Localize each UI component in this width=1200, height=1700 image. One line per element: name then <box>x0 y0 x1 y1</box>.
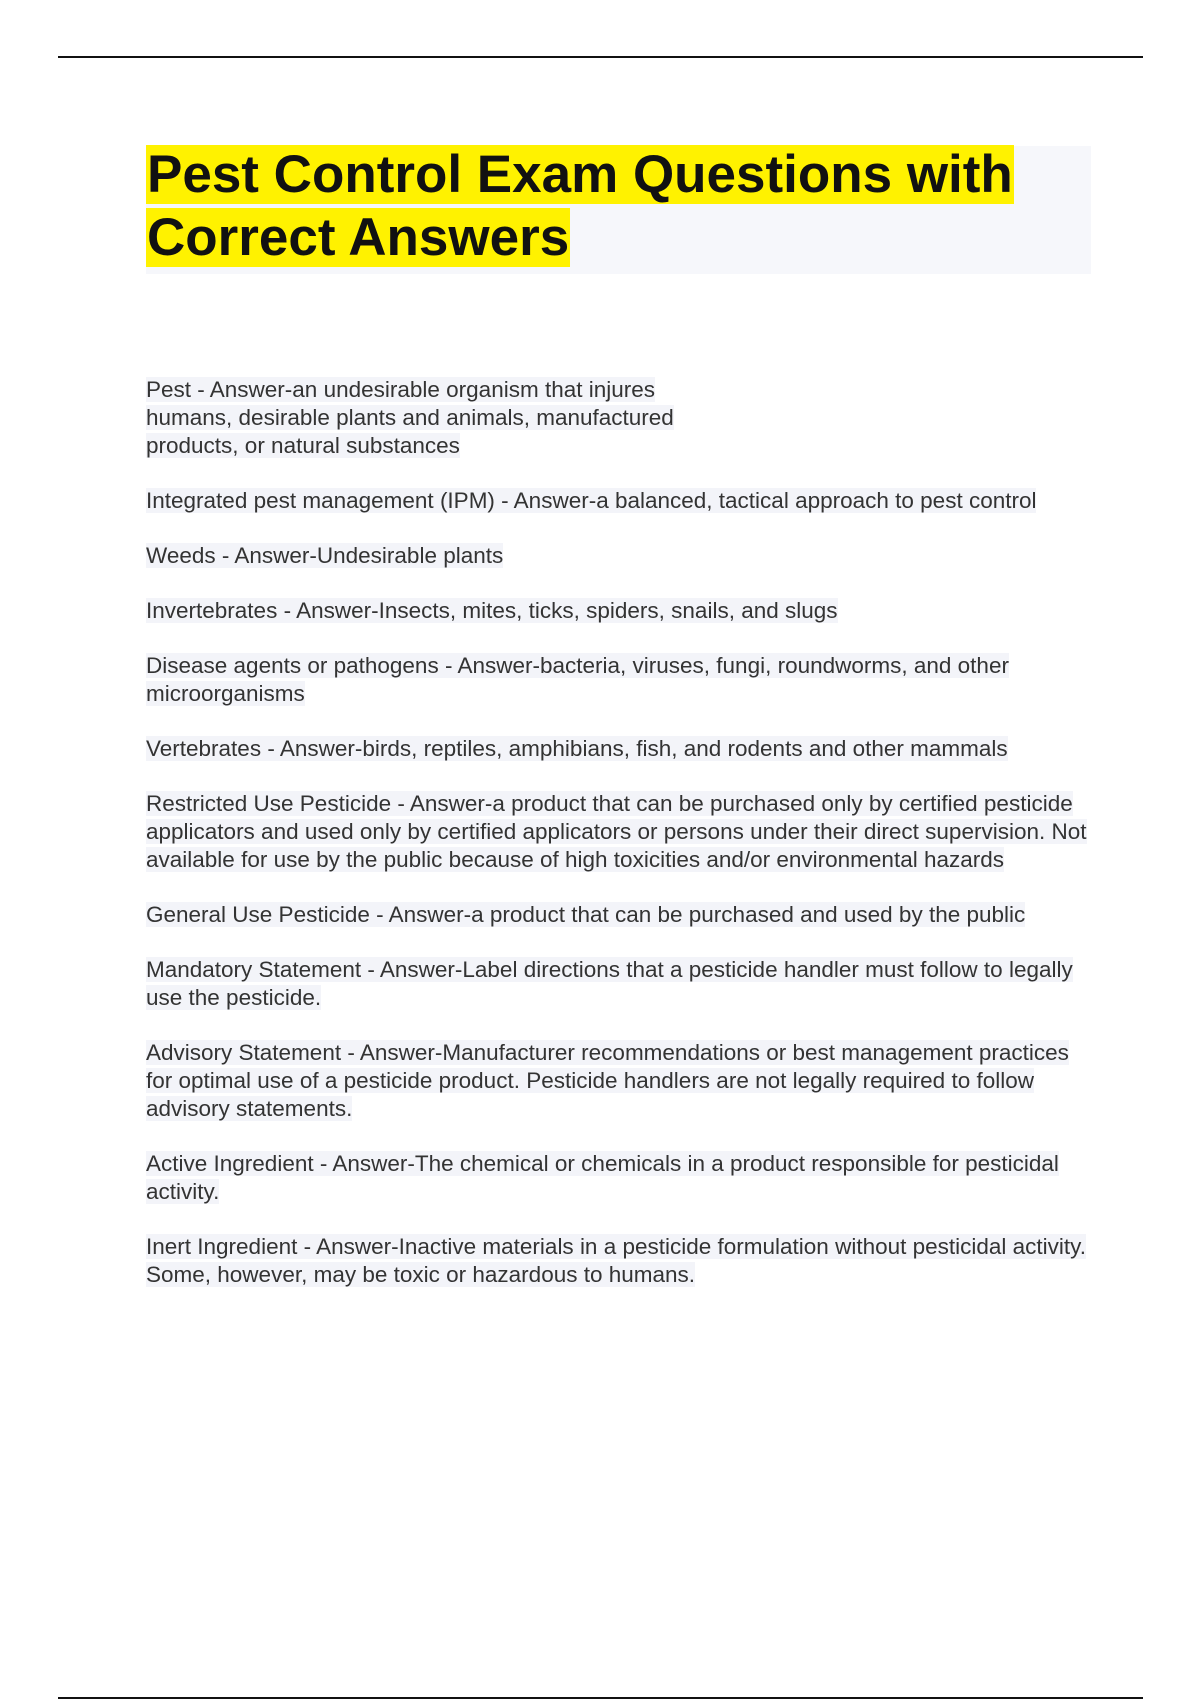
qa-item-invertebrates <box>146 597 1091 625</box>
qa-item-advisory-statement <box>146 1039 1091 1123</box>
qa-item-inert-ingredient <box>146 1233 1091 1289</box>
qa-item-text: Invertebrates - Answer-Insects, mites, ticks, spiders, snails, and slugs <box>146 598 838 623</box>
qa-item-text: General Use Pesticide - Answer-a product that can be purchased and used by the public <box>146 902 1026 927</box>
qa-item-text: Integrated pest management (IPM) - Answer-a balanced, tactical approach to pest control <box>146 488 1037 513</box>
qa-item-text: Advisory Statement - Answer-Manufacturer recommendations or best management practices for optimal use of a pesticide product. Pesticide handlers are not legally required to follow advisory statements. <box>146 1040 1069 1121</box>
qa-item-pest <box>146 376 706 460</box>
qa-item-pathogens <box>146 652 1091 708</box>
top-rule <box>58 56 1143 58</box>
qa-item-general-use <box>146 901 1091 929</box>
qa-item-text: Vertebrates - Answer-birds, reptiles, amphibians, fish, and rodents and other mammals <box>146 736 1008 761</box>
qa-item-restricted-use <box>146 790 1091 874</box>
qa-item-text: Restricted Use Pesticide - Answer-a product that can be purchased only by certified pesticide applicators and used only by certified applicators or persons under their direct supervision. Not available for use by the public because of high toxicities and/or environmental hazards <box>146 791 1087 872</box>
qa-item-text: Pest - Answer-an undesirable organism that injures humans, desirable plants and animals, manufactured products, or natural substances <box>146 377 674 458</box>
document-title <box>146 143 1086 269</box>
bottom-rule <box>58 1697 1143 1699</box>
qa-item-active-ingredient <box>146 1150 1091 1206</box>
qa-item-mandatory-statement <box>146 956 1091 1012</box>
qa-item-text: Inert Ingredient - Answer-Inactive materials in a pesticide formulation without pesticidal activity. Some, however, may be toxic or hazardous to humans. <box>146 1234 1087 1287</box>
qa-item-text: Weeds - Answer-Undesirable plants <box>146 543 504 568</box>
qa-item-text: Active Ingredient - Answer-The chemical or chemicals in a product responsible for pesticidal activity. <box>146 1151 1059 1204</box>
qa-item-text: Mandatory Statement - Answer-Label directions that a pesticide handler must follow to legally use the pesticide. <box>146 957 1073 1010</box>
qa-item-ipm <box>146 487 1091 515</box>
document-title-text: Pest Control Exam Questions with Correct Answers <box>147 145 1013 267</box>
qa-list <box>146 376 1091 1316</box>
qa-item-text: Disease agents or pathogens - Answer-bacteria, viruses, fungi, roundworms, and other microorganisms <box>146 653 1009 706</box>
qa-item-weeds <box>146 542 1091 570</box>
qa-item-vertebrates <box>146 735 1091 763</box>
